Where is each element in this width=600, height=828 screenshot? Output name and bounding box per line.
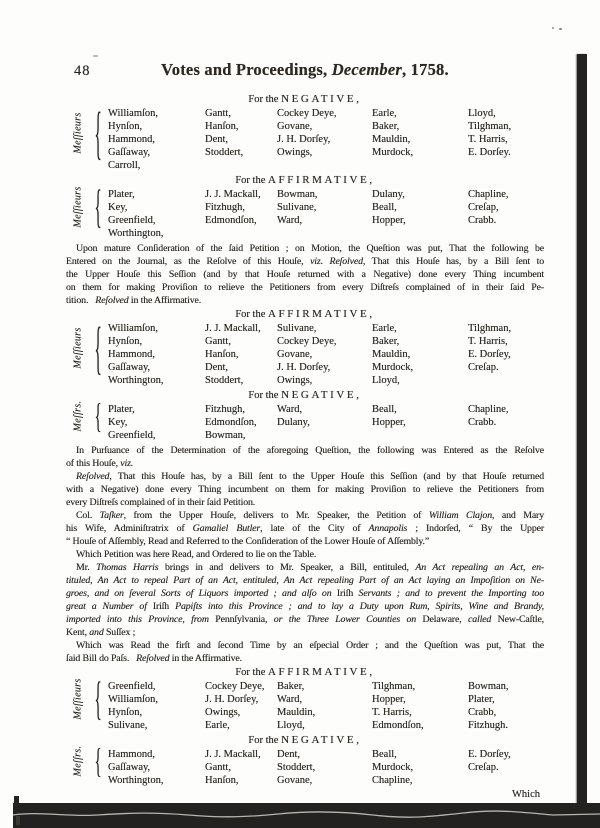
vote-name: Gaſſaway, xyxy=(108,762,151,773)
vote-name: Gantt, xyxy=(205,108,231,119)
paragraph-line xyxy=(66,535,544,548)
vote-name: Stoddert, xyxy=(205,147,244,158)
text-segment: , or the Three Lower Counties on xyxy=(265,614,423,625)
vote-name: Sulivane, xyxy=(277,323,317,334)
vote-name: Williamſon, xyxy=(108,108,159,119)
vote-name: E. Dorſey, xyxy=(468,749,511,760)
text-segment: ; Indorſed, “ By the Upper xyxy=(407,523,544,534)
text-segment: , called xyxy=(459,614,498,625)
text-segment: An Act repealing an Act, en- xyxy=(415,562,545,573)
vote-name: Plater, xyxy=(108,189,135,200)
text-segment: “ Houſe of Aſſembly, Read and Referred to the Conſideration of the Lower Houſe of Aſſembly.” xyxy=(66,536,430,547)
vote-name: Ward, xyxy=(277,215,303,226)
vote-name: Greenfield, xyxy=(108,215,156,226)
vote-name: Fitzhugh, xyxy=(205,404,245,415)
vote-name: Hopper, xyxy=(372,417,406,428)
vote-name xyxy=(277,227,372,240)
vote-name: Hynſon, xyxy=(108,336,143,347)
vote-name: J. J. Mackall, xyxy=(205,749,261,760)
vote-name xyxy=(468,774,544,787)
vote-name: Lloyd, xyxy=(277,720,305,731)
vote-name-grid xyxy=(108,403,544,442)
vote-name: Tilghman, xyxy=(372,681,416,692)
paragraph-line xyxy=(66,522,544,535)
vote-name: Mauldin, xyxy=(372,134,411,145)
vote-block xyxy=(66,389,544,442)
vote-name: T. Harris, xyxy=(468,336,508,347)
vote-name: Dent, xyxy=(277,749,301,760)
paragraph-line xyxy=(66,457,544,470)
vote-name: Hopper, xyxy=(372,215,406,226)
vote-name: Key, xyxy=(108,417,128,428)
text-segment: Reſolved xyxy=(95,295,129,306)
vote-name: Worthington, xyxy=(108,228,164,239)
text-segment: William Clajon xyxy=(428,510,493,521)
vote-heading-pre: For the xyxy=(248,94,282,105)
brace-glyph: { xyxy=(94,672,102,726)
messieurs-label: Meſſrs. xyxy=(72,400,84,431)
text-segment: viz. xyxy=(120,458,134,469)
paragraph-line xyxy=(66,483,544,496)
text-segment: brings in and delivers to Mr. Speaker, a Bill, entituled, xyxy=(158,562,416,573)
vote-name: Murdock, xyxy=(372,362,414,373)
vote-name: Cockey Deye, xyxy=(277,336,337,347)
vote-name: Govane, xyxy=(277,121,313,132)
vote-name: Earle, xyxy=(372,108,397,119)
text-segment: Papiſts into this Province ; and to lay a Duty upon Rum, Spirits, Wine and Brandy, xyxy=(169,601,544,612)
vote-heading-pre: For the xyxy=(235,309,268,320)
text-segment: Gamaliel Butler xyxy=(192,523,261,534)
scan-mark xyxy=(14,796,19,804)
paragraph-line xyxy=(66,639,544,652)
vote-heading-caps: AFFIRMATIVE, xyxy=(267,308,375,320)
text-segment: , That this Houſe has, by a Bill ſent to the Upper Houſe this Seſſion (and by that Houſe returned xyxy=(109,471,544,482)
paragraph-line xyxy=(66,561,544,574)
text-segment: the Upper Houſe this Seſſion (and by that Houſe returned with a Negative) done every Thing incumbent xyxy=(66,269,544,280)
text-segment: Which Petition was here Read, and Ordered to lie on the Table. xyxy=(76,549,317,560)
paragraph-line xyxy=(66,600,544,613)
vote-name: Baker, xyxy=(372,121,400,132)
vote-name: Earle, xyxy=(372,323,397,334)
vote-block xyxy=(66,174,544,240)
vote-name: Murdock, xyxy=(372,147,414,158)
text-segment: Delaware xyxy=(422,614,460,625)
vote-heading xyxy=(66,174,544,187)
paragraph-line xyxy=(66,548,544,561)
vote-name: Bowman, xyxy=(205,430,246,441)
text-segment: and xyxy=(86,627,106,638)
vote-name: Govane, xyxy=(277,775,313,786)
text-segment: great a Number of xyxy=(66,601,153,612)
text-segment: Upon mature Conſideration of the ſaid Petition ; on Motion, the Queſtion was put, That the following be xyxy=(76,243,544,254)
vote-name xyxy=(468,374,544,387)
messieurs-label: Meſſrs. xyxy=(72,745,84,776)
vote-name: Stoddert, xyxy=(205,375,244,386)
paragraph-line xyxy=(66,255,544,268)
text-segment: In Purſuance of the Determination of the aforegoing Queſtion, the following was Entered as the Reſolve xyxy=(76,445,544,456)
vote-name: Edmondſon, xyxy=(205,215,257,226)
vote-name: Sulivane, xyxy=(277,202,317,213)
vote-name: Gaſſaway, xyxy=(108,362,151,373)
vote-name: Cockey Deye, xyxy=(205,681,265,692)
vote-name: Stoddert, xyxy=(277,762,316,773)
vote-name: Edmondſon, xyxy=(205,417,257,428)
vote-name: Bowman, xyxy=(277,189,318,200)
vote-name xyxy=(372,429,468,442)
vote-name: J. H. Dorſey, xyxy=(277,134,331,145)
page-edge-curve xyxy=(13,803,600,828)
text-segment: Iriſh xyxy=(336,588,354,599)
text-segment: Col. xyxy=(76,510,100,521)
messieurs-label: Meſſieurs xyxy=(72,678,84,720)
vote-name xyxy=(205,159,277,172)
vote-block xyxy=(66,734,544,787)
text-segment: Reſolved xyxy=(136,653,170,664)
vote-name: J. H. Dorſey, xyxy=(277,362,331,373)
vote-name: Creſap. xyxy=(468,362,499,373)
vote-name: Dent, xyxy=(205,362,229,373)
vote-name: E. Dorſey, xyxy=(468,349,511,360)
paragraph-line xyxy=(66,242,544,255)
text-segment: on them for making Proviſion to relieve the Petitioners from every Diſtreſs complained of in their ſaid Pe- xyxy=(66,282,544,293)
vote-name: Mauldin, xyxy=(277,707,316,718)
vote-heading-pre: For the xyxy=(248,735,282,746)
vote-name: Owings, xyxy=(277,147,313,158)
brace-glyph: { xyxy=(94,180,102,234)
vote-name: Baker, xyxy=(372,336,400,347)
text-segment: Servants ; and to prevent the Importing too xyxy=(353,588,544,599)
text-segment: every Diſtreſs complained of in their ſaid Petition. xyxy=(66,497,256,508)
vote-name: Crabb. xyxy=(468,215,497,226)
text-segment: ſaid Bill do Paſs. xyxy=(66,653,137,664)
brace-glyph: { xyxy=(94,100,102,165)
scan-edge-right-bar xyxy=(577,54,587,828)
vote-name: J. J. Mackall, xyxy=(205,189,261,200)
vote-heading-caps: NEGATIVE, xyxy=(281,93,362,105)
text-segment: Taſker xyxy=(99,510,124,521)
vote-name: Earle, xyxy=(205,720,230,731)
vote-name-grid xyxy=(108,188,544,240)
vote-name: Plater, xyxy=(108,404,135,415)
brace-glyph: { xyxy=(94,741,102,780)
vote-name xyxy=(277,159,372,172)
vote-name: Crabb. xyxy=(468,417,497,428)
speck xyxy=(93,55,98,57)
vote-name: Dent, xyxy=(205,134,229,145)
paragraph-line xyxy=(66,470,544,483)
vote-name: Owings, xyxy=(205,707,241,718)
vote-name: Ward, xyxy=(277,694,303,705)
vote-name: Greenfield, xyxy=(108,430,156,441)
vote-name: Lloyd, xyxy=(372,375,400,386)
text-segment: of this Houſe, xyxy=(66,458,121,469)
vote-name: Lloyd, xyxy=(468,108,496,119)
vote-block xyxy=(66,308,544,387)
vote-name: Mauldin, xyxy=(372,349,411,360)
vote-name: Carroll, xyxy=(108,160,141,171)
text-segment: December xyxy=(331,60,403,79)
vote-name: Creſap. xyxy=(468,762,499,773)
vote-name: Ward, xyxy=(277,404,303,415)
vote-name: Hammond, xyxy=(108,749,155,760)
vote-name: Hynſon, xyxy=(108,707,143,718)
vote-name: E. Dorſey. xyxy=(468,147,511,158)
brace-glyph: { xyxy=(94,396,102,435)
paragraph xyxy=(66,509,544,548)
vote-name xyxy=(205,227,277,240)
vote-name: Dulany, xyxy=(372,189,405,200)
text-segment: viz. Reſolved xyxy=(310,256,363,267)
paragraph-line xyxy=(66,613,544,626)
vote-heading xyxy=(66,308,544,321)
text-segment: Suſſex ; xyxy=(105,627,136,638)
text-segment: , 1758. xyxy=(402,60,449,79)
vote-name: Williamſon, xyxy=(108,323,159,334)
text-segment: imported into this Province, from xyxy=(66,614,216,625)
vote-name: Hanſon, xyxy=(205,349,239,360)
vote-name: Hanſon, xyxy=(205,121,239,132)
text-segment: with a Negative) done every Thing incumbent on them for making Proviſion to relieve the Petitioners from xyxy=(66,484,544,495)
vote-name: Fitzhugh. xyxy=(468,720,508,731)
paragraph-line xyxy=(66,281,544,294)
text-segment: Pennſylvania xyxy=(215,614,266,625)
text-segment: Entered on the Journal, as the Reſolve of this Houſe, xyxy=(66,256,311,267)
vote-name: Bowman, xyxy=(468,681,509,692)
vote-heading xyxy=(66,666,544,679)
document-body xyxy=(66,93,544,787)
vote-name: Hammond, xyxy=(108,134,155,145)
vote-name: Chapline, xyxy=(372,775,413,786)
vote-name: Edmondſon, xyxy=(372,720,424,731)
text-segment: , late of the City of xyxy=(260,523,369,534)
vote-name: Gantt, xyxy=(205,762,231,773)
messieurs-label: Meſſieurs xyxy=(72,326,84,369)
vote-name xyxy=(277,429,372,442)
text-segment: Annapolis xyxy=(368,523,408,534)
vote-name xyxy=(372,227,468,240)
vote-name: Creſap, xyxy=(468,202,499,213)
speck xyxy=(552,27,554,29)
vote-name: Worthington, xyxy=(108,375,164,386)
vote-heading-pre: For the xyxy=(235,175,268,186)
paragraph-line xyxy=(66,496,544,509)
vote-name: J. H. Dorſey, xyxy=(205,694,259,705)
text-segment: , from the Upper Houſe, delivers to Mr. Speaker, the Petition of xyxy=(123,510,429,521)
text-segment: Votes and Proceedings, xyxy=(161,60,332,79)
vote-name xyxy=(468,159,544,172)
messieurs-label: Meſſieurs xyxy=(72,111,84,154)
paragraph xyxy=(66,470,544,509)
vote-name: Plater, xyxy=(468,694,495,705)
vote-name-grid xyxy=(108,680,544,732)
paragraph-line xyxy=(66,268,544,281)
vote-name: T. Harris, xyxy=(468,134,508,145)
vote-name-grid xyxy=(108,748,544,787)
vote-name: Crabb, xyxy=(468,707,497,718)
vote-name: Dulany, xyxy=(277,417,310,428)
text-segment: Thomas Harris xyxy=(96,562,159,573)
scan-mark xyxy=(16,816,20,825)
text-segment: New-Caſtle, xyxy=(497,614,544,625)
vote-heading-caps: NEGATIVE, xyxy=(281,389,362,401)
brace-glyph: { xyxy=(94,315,102,380)
vote-name: J. J. Mackall, xyxy=(205,323,261,334)
text-segment: Reſolved xyxy=(76,471,110,482)
vote-name: Key, xyxy=(108,202,128,213)
vote-name-grid xyxy=(108,322,544,387)
vote-name: Tilghman, xyxy=(468,323,512,334)
vote-name: Williamſon, xyxy=(108,694,159,705)
vote-block xyxy=(66,93,544,172)
vote-heading-pre: For the xyxy=(248,390,282,401)
text-segment: , That this Houſe has, by a Bill ſent to xyxy=(362,256,544,267)
paragraph-line xyxy=(66,626,544,639)
paragraph-line xyxy=(66,444,544,457)
paragraph xyxy=(66,548,544,561)
vote-name: Fitzhugh, xyxy=(205,202,245,213)
page-header xyxy=(66,60,544,84)
vote-name: Gaſſaway, xyxy=(108,147,151,158)
messieurs-label: Meſſieurs xyxy=(72,186,84,228)
vote-heading xyxy=(66,734,544,747)
paragraph xyxy=(66,561,544,639)
vote-heading-pre: For the xyxy=(235,667,268,678)
paragraph xyxy=(66,444,544,470)
text-segment: his Wife, Adminiſtratrix of xyxy=(66,523,193,534)
vote-name: Greenfield, xyxy=(108,681,156,692)
vote-name: Sulivane, xyxy=(108,720,148,731)
vote-name xyxy=(468,227,544,240)
paragraph xyxy=(66,242,544,307)
text-segment: Kent, xyxy=(66,627,87,638)
vote-name: Hopper, xyxy=(372,694,406,705)
paragraph-line xyxy=(66,509,544,522)
vote-name: T. Harris, xyxy=(372,707,412,718)
vote-heading-caps: AFFIRMATIVE, xyxy=(267,666,375,678)
vote-name: Govane, xyxy=(277,349,313,360)
speck xyxy=(559,28,562,30)
vote-name: Chapline, xyxy=(468,189,509,200)
vote-name: Owings, xyxy=(277,375,313,386)
vote-name: Murdock, xyxy=(372,762,414,773)
paragraph xyxy=(66,639,544,665)
vote-heading xyxy=(66,389,544,402)
vote-name-grid xyxy=(108,107,544,172)
text-segment: tituled, An Act to repeal Part of an Act, entituled, An Act repealing Part of an Act laying an Impoſition on Ne- xyxy=(66,575,544,586)
vote-name xyxy=(372,159,468,172)
page-content xyxy=(66,60,544,800)
vote-heading-caps: NEGATIVE, xyxy=(281,734,362,746)
paragraph-line xyxy=(66,652,544,665)
text-segment: Iriſh xyxy=(152,601,170,612)
paragraph-line xyxy=(66,574,544,587)
vote-block xyxy=(66,666,544,732)
vote-name: Beall, xyxy=(372,749,397,760)
catchword: Which xyxy=(512,789,540,800)
paragraph-line xyxy=(66,587,544,600)
page-number: 48 xyxy=(74,63,91,79)
vote-heading-caps: AFFIRMATIVE, xyxy=(267,174,375,186)
text-segment: , and Mary xyxy=(492,510,544,521)
vote-name: Baker, xyxy=(277,681,305,692)
text-segment: groes, and on ſeveral Sorts of Liquors imported ; and alſo on xyxy=(66,588,337,599)
page-title xyxy=(161,60,449,79)
vote-name: Hammond, xyxy=(108,349,155,360)
vote-name: Hanſon, xyxy=(205,775,239,786)
text-segment: Which was Read the firſt and ſecond Time by an eſpecial Order ; and the Queſtion was put, That the xyxy=(76,640,544,651)
vote-name: Chapline, xyxy=(468,404,509,415)
text-segment: in the Affirmative. xyxy=(169,653,242,664)
vote-heading xyxy=(66,93,544,106)
vote-name: Tilghman, xyxy=(468,121,512,132)
vote-name: Worthington, xyxy=(108,775,164,786)
vote-name: Gantt, xyxy=(205,336,231,347)
text-segment: tition. xyxy=(66,295,96,306)
text-segment: Mr. xyxy=(76,562,97,573)
vote-name: Cockey Deye, xyxy=(277,108,337,119)
vote-name: Hynſon, xyxy=(108,121,143,132)
paragraph-line xyxy=(66,294,544,307)
vote-name: Beall, xyxy=(372,404,397,415)
scan-edge-bottom-bar xyxy=(13,803,600,828)
text-segment: in the Affirmative. xyxy=(128,295,202,306)
vote-name: Beall, xyxy=(372,202,397,213)
vote-name xyxy=(468,429,544,442)
